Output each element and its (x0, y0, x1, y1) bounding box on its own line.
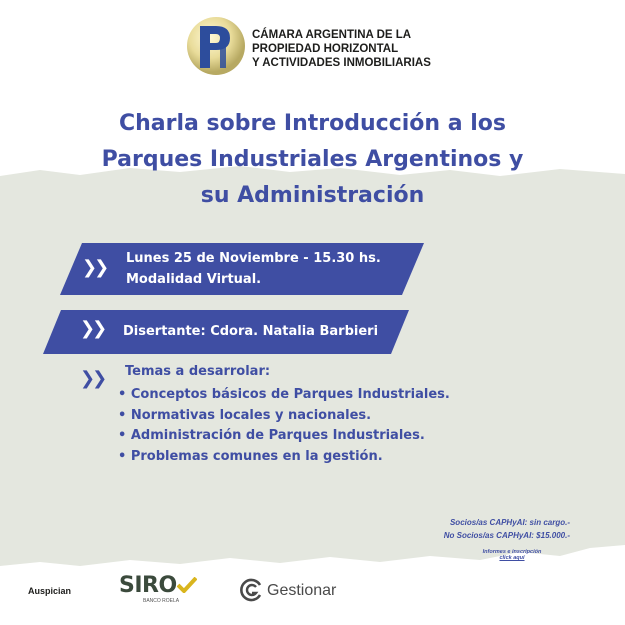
gestionar-icon (240, 578, 264, 602)
event-date: Lunes 25 de Noviembre - 15.30 hs. (126, 251, 381, 266)
org-line-2: PROPIEDAD HORIZONTAL (252, 43, 399, 55)
event-mode: Modalidad Virtual. (126, 272, 262, 287)
check-icon (177, 577, 197, 593)
org-line-1: CÁMARA ARGENTINA DE LA (252, 29, 412, 41)
list-item: • Normativas locales y nacionales. (118, 406, 450, 427)
title-line-1: Charla sobre Introducción a los (119, 111, 506, 136)
siro-subtitle: BANCO ROELA (143, 598, 180, 604)
title-line-3: su Administración (200, 183, 425, 208)
price-non-members: No Socios/as CAPHyAI: $15.000.- (443, 531, 570, 540)
siro-name: SIRO (119, 573, 177, 598)
org-logo (186, 16, 246, 76)
siro-logo (119, 573, 180, 604)
topics-heading: Temas a desarrolar: (125, 364, 271, 379)
gestionar-logo (240, 578, 337, 606)
info-label: Informes e inscripción (482, 549, 542, 555)
gestionar-name: Gestionar (267, 582, 337, 599)
org-name (252, 28, 431, 70)
double-chevron-right-icon: ❯❯ (80, 318, 105, 339)
double-chevron-right-icon: ❯❯ (82, 257, 107, 278)
double-chevron-right-icon: ❯❯ (80, 368, 105, 389)
page-title (20, 106, 605, 214)
list-item: • Administración de Parques Industriales. (118, 426, 450, 447)
event-date-band (60, 243, 424, 295)
title-line-2: Parques Industriales Argentinos y (101, 147, 524, 172)
price-members: Socios/as CAPHyAI: sin cargo.- (449, 518, 570, 527)
list-item: • Conceptos básicos de Parques Industriales. (118, 385, 450, 406)
sponsors-label: Auspician (28, 586, 72, 596)
org-line-3: Y ACTIVIDADES INMOBILIARIAS (252, 57, 431, 69)
register-link[interactable]: click aquí (499, 555, 525, 561)
list-item: • Problemas comunes en la gestión. (118, 447, 450, 468)
speaker-name: Disertante: Cdora. Natalia Barbieri (123, 324, 379, 339)
speaker-band (43, 310, 409, 362)
topics-list (118, 385, 450, 467)
